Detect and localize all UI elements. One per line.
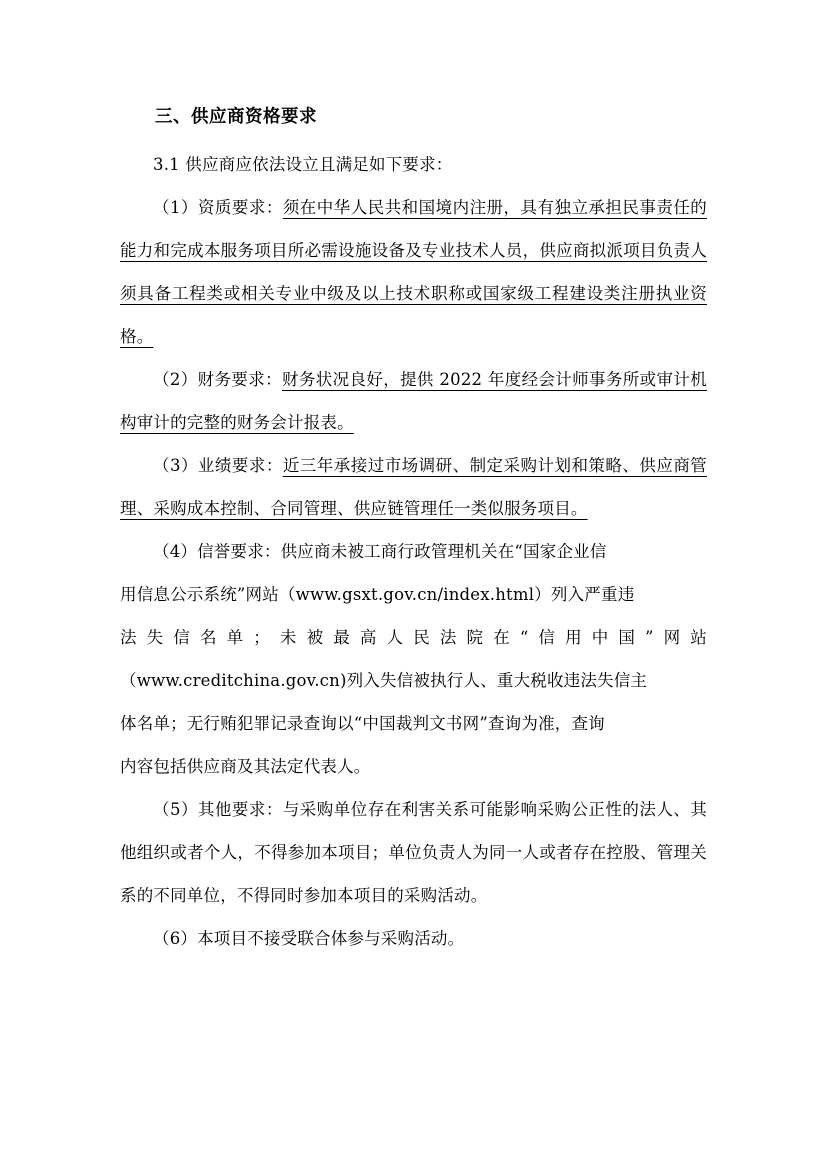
document-body xyxy=(120,96,707,960)
section-heading: 三、供应商资格要求 xyxy=(155,107,317,127)
paragraph-credit xyxy=(120,530,707,788)
paragraph-qualification xyxy=(120,186,707,358)
finance-lead: （2）财务要求： xyxy=(153,370,282,389)
credit-line-6: 内容包括供应商及其法定代表人。 xyxy=(120,757,371,776)
paragraph-finance xyxy=(120,358,707,444)
credit-line-5: 体名单；无行贿犯罪记录查询以“中国裁判文书网”查询为准，查询 xyxy=(120,714,605,733)
finance-content: 财务状况良好，提供 2022 年度经会计师事务所或审计机构审计的完整的财务会计报表。 xyxy=(120,370,707,432)
credit-line-4: （www.creditchina.gov.cn)列入失信被执行人、重大税收违法失信主 xyxy=(120,671,648,690)
other-content: 与采购单位存在利害关系可能影响采购公正性的法人、其他组织或者个人，不得参加本项目；单位负责人为同一人或者存在控股、管理关系的不同单位，不得同时参加本项目的采购活动。 xyxy=(120,800,707,905)
qualification-lead: （1）资质要求： xyxy=(153,198,283,217)
performance-lead: （3）业绩要求： xyxy=(153,456,283,475)
credit-lead: （4）信誉要求： xyxy=(153,542,281,561)
paragraph-performance xyxy=(120,444,707,530)
paragraph-consortium: （6）本项目不接受联合体参与采购活动。 xyxy=(153,929,465,948)
credit-text-1: 供应商未被工商行政管理机关在“国家企业信 xyxy=(280,542,607,561)
qualification-content: 须在中华人民共和国境内注册，具有独立承担民事责任的能力和完成本服务项目所必需设施设备及专业技术人员，供应商拟派项目负责人须具备工程类或相关专业中级及以上技术职称或国家级工程建设类注册执业资格。 xyxy=(120,198,707,346)
performance-content: 近三年承接过市场调研、制定采购计划和策略、供应商管理、采购成本控制、合同管理、供应链管理任一类似服务项目。 xyxy=(120,456,707,518)
paragraph-3-1: 3.1 供应商应依法设立且满足如下要求： xyxy=(153,155,453,174)
paragraph-other xyxy=(120,788,707,917)
other-lead: （5）其他要求： xyxy=(153,800,283,819)
credit-line-2: 用信息公示系统”网站（www.gsxt.gov.cn/index.html）列入严重违 xyxy=(120,585,635,604)
credit-line-1 xyxy=(120,530,707,573)
credit-line-3: 法失信名单；未被最高人民法院在“信用中国”网站 xyxy=(120,628,707,647)
